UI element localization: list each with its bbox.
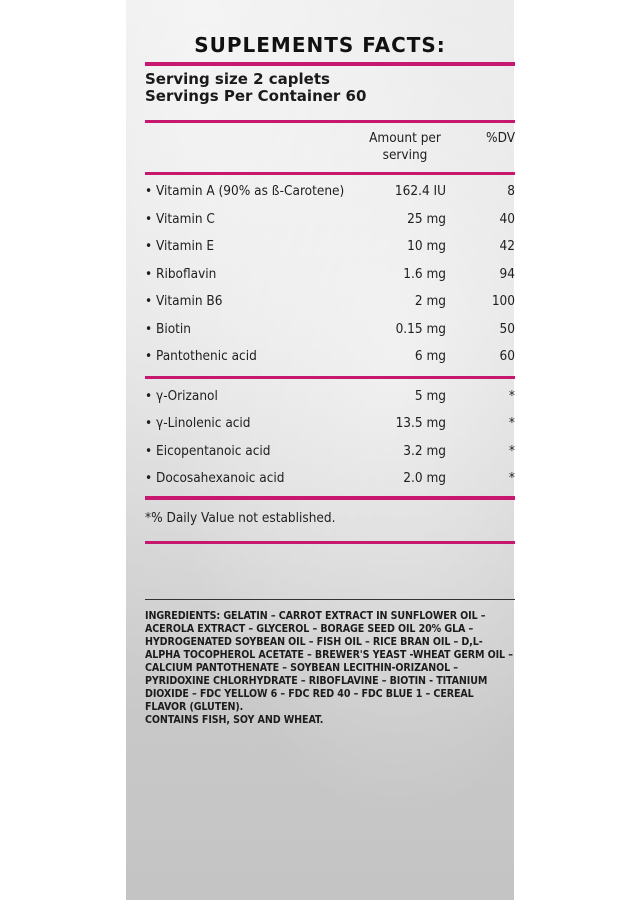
- dv-column-header: %DV: [486, 130, 515, 146]
- nutrient-name: • Vitamin B6: [145, 293, 223, 309]
- nutrient-row: [145, 293, 515, 312]
- nutrient-name: • Pantothenic acid: [145, 348, 257, 364]
- nutrient-amount: 2.0 mg: [403, 470, 446, 486]
- nutrient-dv: 42: [499, 238, 515, 254]
- nutrient-row: [145, 415, 515, 434]
- nutrient-name: • Eicopentanoic acid: [145, 443, 271, 459]
- nutrient-row: [145, 266, 515, 285]
- label-title: SUPLEMENTS FACTS:: [194, 33, 446, 57]
- nutrient-dv: 60: [499, 348, 515, 364]
- nutrient-name: • Vitamin E: [145, 238, 215, 254]
- nutrient-dv: *: [508, 388, 515, 404]
- nutrient-row: [145, 348, 515, 367]
- nutrient-row: [145, 321, 515, 340]
- nutrient-amount: 6 mg: [414, 348, 446, 364]
- accent-divider: [145, 120, 515, 123]
- accent-divider: [145, 541, 515, 544]
- nutrient-dv: 100: [491, 293, 515, 309]
- nutrient-name: • Vitamin C: [145, 211, 215, 227]
- servings-per-container: Servings Per Container 60: [145, 87, 367, 105]
- nutrient-amount: 13.5 mg: [395, 415, 446, 431]
- accent-divider: [145, 376, 515, 379]
- nutrient-row: [145, 388, 515, 407]
- nutrient-row: [145, 238, 515, 257]
- nutrient-dv: 50: [499, 321, 515, 337]
- nutrient-dv: 94: [499, 266, 515, 282]
- nutrient-name: • Docosahexanoic acid: [145, 470, 285, 486]
- ingredients-text: INGREDIENTS: GELATIN – CARROT EXTRACT IN SUNFLOWER OIL – ACEROLA EXTRACT – GLYCEROL – BORAGE SEED OIL 20% GLA – HYDROGENATED SOYBEAN OIL – FISH OIL – RICE BRAN OIL – D,L-ALPHA TOCOPHEROL ACETATE – BREWER'S YEAST -WHEAT GERM OIL – CALCIUM PANTOTHENATE – SOYBEAN LECITHIN-ORIZANOL – PYRIDOXINE CHLORHYDRATE – RIBOFLAVINE – BIOTIN - TITANIUM DIOXIDE – FDC YELLOW 6 – FDC RED 40 – FDC BLUE 1 – CEREAL FLAVOR (GLUTEN).: [145, 610, 513, 713]
- nutrient-name: • Vitamin A (90% as ß-Carotene): [145, 183, 345, 199]
- amount-header-line2: serving: [382, 147, 428, 163]
- amount-header-line1: Amount per: [369, 130, 441, 146]
- accent-divider: [145, 496, 515, 500]
- nutrient-amount: 3.2 mg: [403, 443, 446, 459]
- nutrient-name: • Riboflavin: [145, 266, 217, 282]
- nutrient-name: • γ-Orizanol: [145, 388, 218, 404]
- serving-info: [145, 71, 366, 105]
- nutrient-amount: 5 mg: [414, 388, 446, 404]
- nutrient-amount: 0.15 mg: [395, 321, 446, 337]
- nutrient-dv: *: [508, 443, 515, 459]
- nutrient-amount: 162.4 IU: [394, 183, 446, 199]
- allergen-statement: CONTAINS FISH, SOY AND WHEAT.: [145, 714, 324, 726]
- nutrient-dv: 40: [499, 211, 515, 227]
- nutrient-dv: *: [508, 415, 515, 431]
- nutrient-dv: *: [508, 470, 515, 486]
- nutrient-name: • γ-Linolenic acid: [145, 415, 251, 431]
- nutrient-row: [145, 470, 515, 489]
- amount-column-header: [362, 130, 448, 164]
- nutrient-amount: 2 mg: [414, 293, 446, 309]
- nutrient-name: • Biotin: [145, 321, 191, 337]
- serving-size: Serving size 2 caplets: [145, 70, 330, 88]
- nutrient-amount: 1.6 mg: [403, 266, 446, 282]
- accent-divider: [145, 172, 515, 175]
- ingredients-divider: [145, 599, 515, 600]
- accent-divider: [145, 62, 515, 66]
- nutrient-dv: 8: [507, 183, 515, 199]
- nutrient-row: [145, 443, 515, 462]
- ingredients-block: [145, 610, 517, 727]
- nutrient-row: [145, 211, 515, 230]
- nutrient-amount: 10 mg: [407, 238, 446, 254]
- nutrient-amount: 25 mg: [407, 211, 446, 227]
- dv-footnote: *% Daily Value not established.: [145, 510, 336, 526]
- nutrient-row: [145, 183, 515, 202]
- supplement-facts-panel: [126, 0, 514, 900]
